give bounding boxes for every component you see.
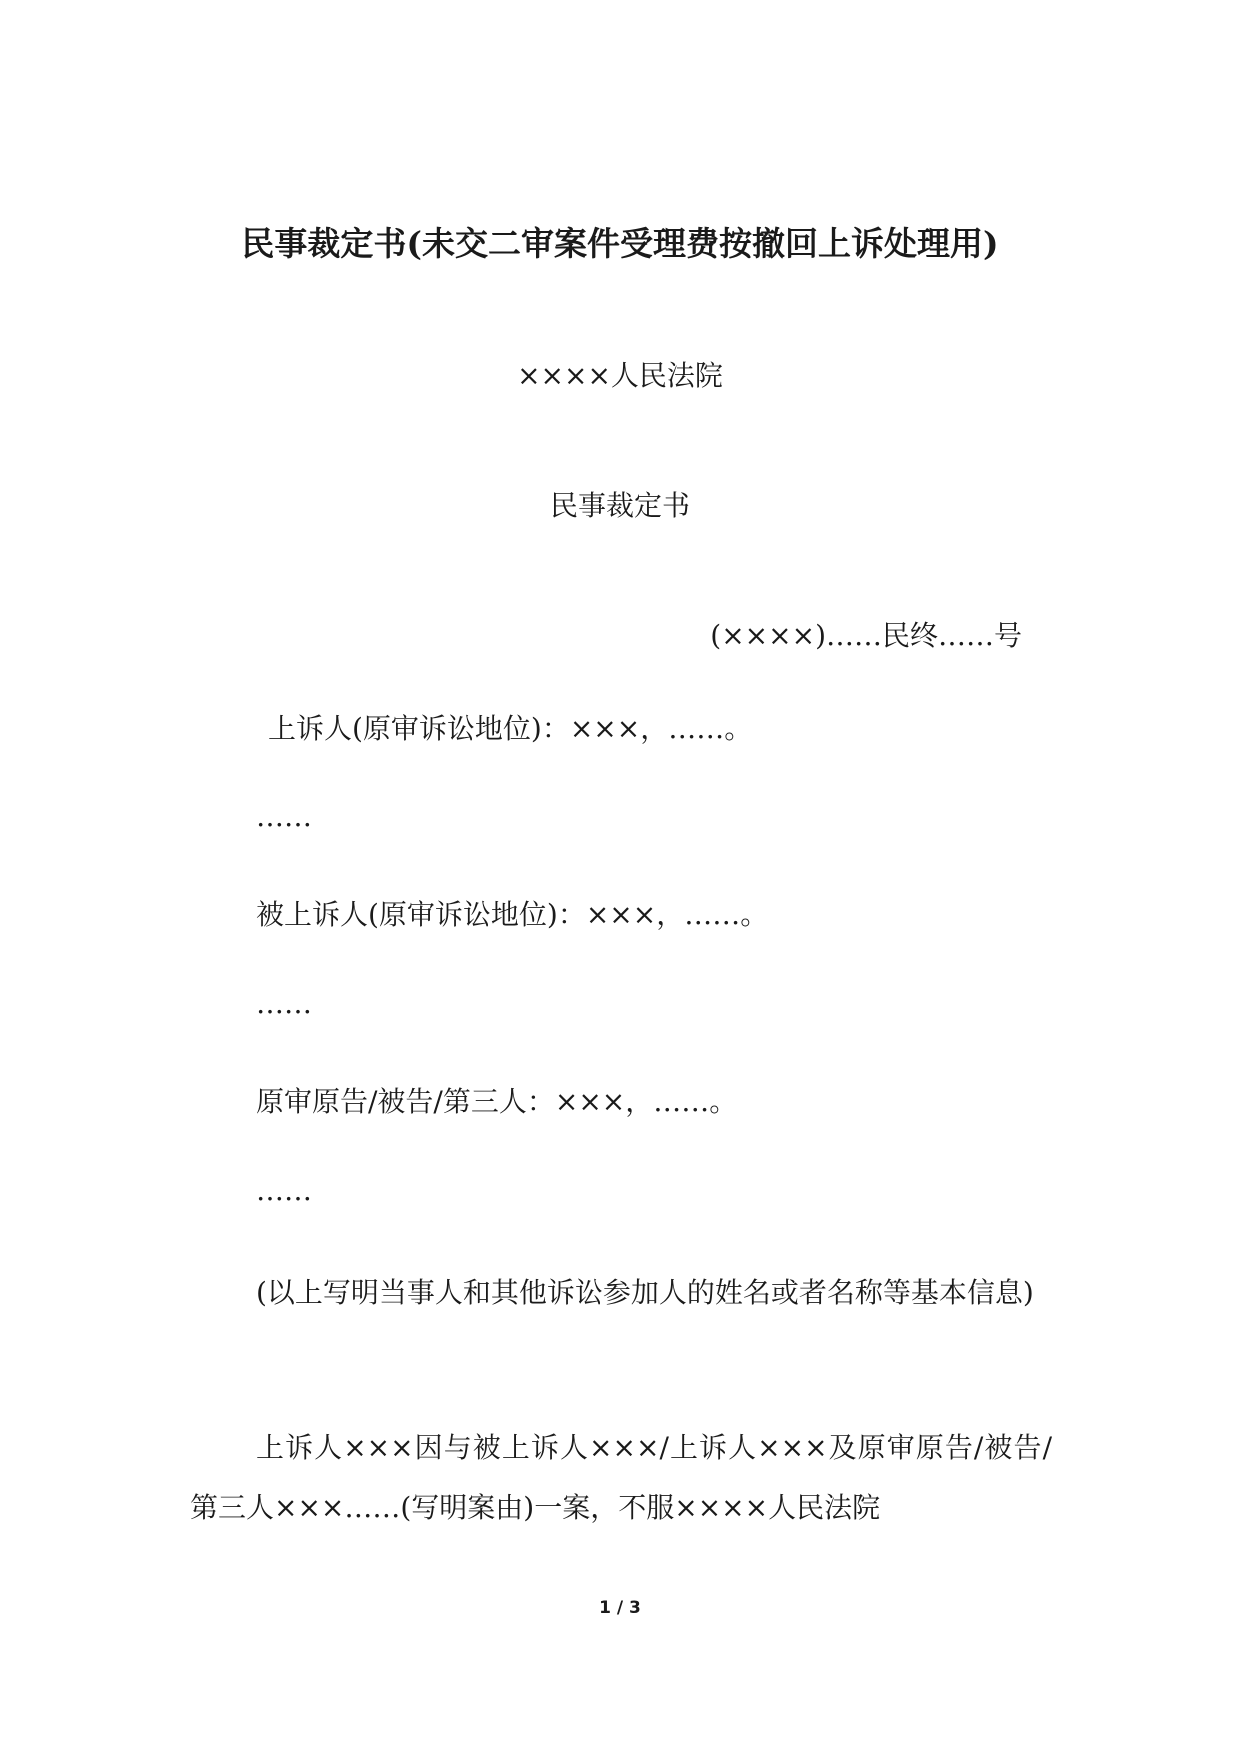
appellant-line: 上诉人(原审诉讼地位)：×××，……。 [268, 712, 753, 745]
ellipsis-line: …… [256, 1174, 312, 1207]
court-name: ××××人民法院 [517, 359, 723, 392]
case-number: (××××)……民终……号 [710, 619, 1022, 652]
case-body-paragraph: 上诉人×××因与被上诉人×××/上诉人×××及原审原告/被告/第三人×××……(写明案由)一案，不服××××人民法院 [190, 1431, 1052, 1524]
parties-note-paragraph: (以上写明当事人和其他诉讼参加人的姓名或者名称等基本信息) [256, 1276, 1034, 1309]
appellee-line: 被上诉人(原审诉讼地位)：×××，……。 [256, 898, 769, 931]
page-number: 1 / 3 [599, 1598, 641, 1618]
ellipsis-line: …… [256, 800, 312, 833]
original-party-line: 原审原告/被告/第三人：×××，……。 [256, 1085, 738, 1118]
document-title: 民事裁定书(未交二审案件受理费按撤回上诉处理用) [241, 224, 999, 263]
document-type: 民事裁定书 [549, 489, 690, 522]
ellipsis-line: …… [256, 987, 312, 1020]
